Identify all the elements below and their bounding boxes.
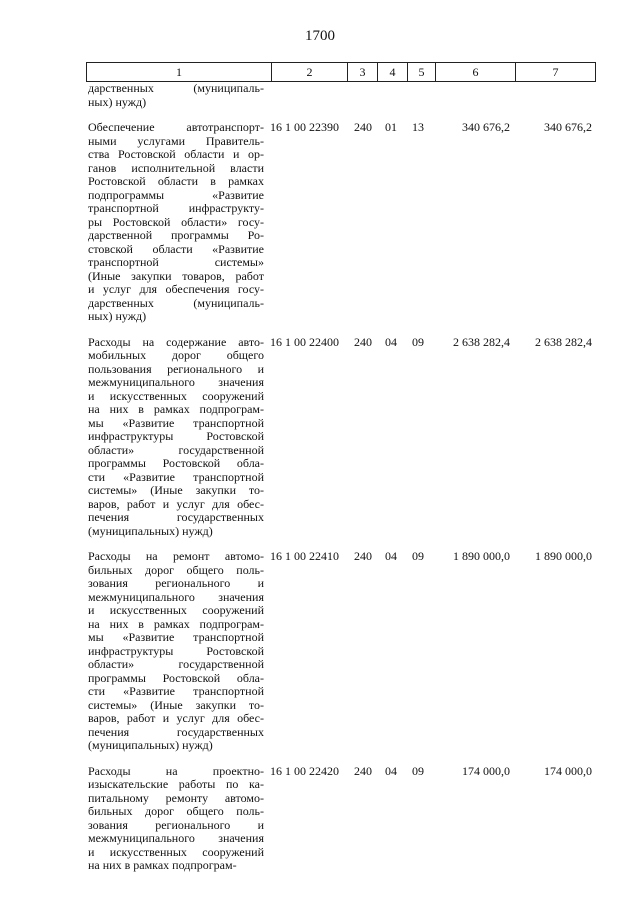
description-line: бильных дорог общего поль- [88, 562, 264, 577]
row-subsection: 13 [412, 120, 424, 134]
row-section: 01 [385, 120, 397, 134]
description-line: (муниципальных) нужд) [88, 523, 213, 538]
row-amount-col6: 340 676,2 [462, 120, 510, 134]
description-line: варов, работ и услуг для обес- [88, 496, 264, 511]
row-section: 04 [385, 549, 397, 563]
column-header-3: 3 [347, 63, 377, 81]
description-line: ства Ростовской области и ор- [88, 147, 264, 161]
description-line: Расходы на проектно- [88, 763, 264, 778]
row-amount-col7: 174 000,0 [544, 763, 592, 778]
description-line: области» государственной [88, 442, 264, 457]
description-line: подпрограммы «Развитие [88, 187, 264, 202]
description-line: (Иные закупки товаров, работ [88, 268, 264, 283]
description-line: ганов исполнительной власти [88, 160, 264, 175]
description-line: зования регионального и [88, 817, 264, 832]
row-description [88, 121, 264, 324]
description-line: инфраструктуры Ростовской [88, 429, 264, 443]
row-description [88, 82, 264, 109]
row-amount-col7: 2 638 282,4 [535, 334, 592, 349]
description-line: и искусственных сооружений [88, 844, 264, 859]
description-line: Расходы на содержание авто- [88, 334, 264, 349]
row-amount-col6: 1 890 000,0 [453, 549, 510, 563]
column-header-4: 4 [377, 63, 407, 81]
row-description [88, 550, 264, 753]
description-line: Ростовской области в рамках [88, 174, 264, 188]
description-line: Обеспечение автотранспорт- [88, 120, 264, 134]
page-number: 1700 [305, 28, 335, 44]
column-header-7: 7 [515, 63, 595, 81]
column-header-6: 6 [435, 63, 515, 81]
description-line: ных) нужд) [88, 309, 147, 323]
row-amount-col6: 174 000,0 [462, 763, 510, 778]
row-subsection: 09 [412, 763, 424, 778]
description-line: (муниципальных) нужд) [88, 738, 213, 752]
description-line: варов, работ и услуг для обес- [88, 711, 264, 725]
description-line: печения государственных [88, 724, 264, 739]
description-line: стовской области «Развитие [88, 241, 264, 256]
description-line: ры Ростовской области» госу- [88, 214, 264, 229]
description-line: и услуг для обеспечения госу- [88, 282, 264, 296]
description-line: мы «Развитие транспортной [88, 630, 264, 644]
description-line: пользования регионального и [88, 361, 264, 376]
description-line: сти «Развитие транспортной [88, 469, 264, 484]
description-line: на них в рамках подпрограм- [88, 402, 264, 416]
description-line: зования регионального и [88, 576, 264, 590]
description-line: изыскательские работы по ка- [88, 777, 264, 791]
table-header-row [86, 62, 596, 82]
description-line: бильных дорог общего поль- [88, 804, 264, 818]
description-line: межмуниципального значения [88, 589, 264, 604]
description-line: инфраструктуры Ростовской [88, 643, 264, 658]
description-line: дарственных (муниципаль- [88, 295, 264, 310]
description-line: межмуниципального значения [88, 375, 264, 389]
description-line: системы» (Иные закупки то- [88, 697, 264, 712]
row-section: 04 [385, 763, 397, 778]
description-line: транспортной системы» [88, 255, 264, 269]
column-header-2: 2 [271, 63, 347, 81]
description-line: мы «Развитие транспортной [88, 415, 264, 430]
row-expense-type: 240 [354, 120, 372, 134]
row-expense-type: 240 [354, 549, 372, 563]
description-line: на них в рамках подпрограм- [88, 858, 237, 872]
description-line: области» государственной [88, 657, 264, 671]
row-amount-col6: 2 638 282,4 [453, 334, 510, 349]
column-header-5: 5 [407, 63, 435, 81]
budget-table [86, 62, 596, 872]
description-line: печения государственных [88, 510, 264, 524]
row-description [88, 336, 264, 539]
row-code: 16 1 00 22420 [270, 763, 339, 778]
column-header-1: 1 [176, 65, 182, 79]
description-line: питальному ремонту автомо- [88, 790, 264, 805]
description-line: ных) нужд) [88, 94, 147, 109]
row-description [88, 765, 264, 873]
description-line: и искусственных сооружений [88, 388, 264, 403]
row-amount-col7: 340 676,2 [544, 120, 592, 134]
description-line: дарственных (муниципаль- [88, 81, 264, 95]
row-expense-type: 240 [354, 763, 372, 778]
description-line: дарственной программы Ро- [88, 228, 264, 242]
description-line: программы Ростовской обла- [88, 456, 264, 470]
description-line: системы» (Иные закупки то- [88, 483, 264, 497]
description-line: и искусственных сооружений [88, 603, 264, 617]
description-line: транспортной инфраструкту- [88, 201, 264, 215]
row-subsection: 09 [412, 334, 424, 349]
row-subsection: 09 [412, 549, 424, 563]
description-line: на них в рамках подпрограм- [88, 616, 264, 631]
description-line: мобильных дорог общего [88, 348, 264, 362]
row-code: 16 1 00 22400 [270, 334, 339, 349]
description-line: межмуниципального значения [88, 831, 264, 845]
row-section: 04 [385, 334, 397, 349]
description-line: сти «Развитие транспортной [88, 684, 264, 698]
description-line: ными услугами Правитель- [88, 133, 264, 148]
row-code: 16 1 00 22410 [270, 549, 339, 563]
row-amount-col7: 1 890 000,0 [535, 549, 592, 563]
description-line: Расходы на ремонт автомо- [88, 549, 264, 563]
row-expense-type: 240 [354, 334, 372, 349]
description-line: программы Ростовской обла- [88, 670, 264, 685]
row-code: 16 1 00 22390 [270, 120, 339, 134]
